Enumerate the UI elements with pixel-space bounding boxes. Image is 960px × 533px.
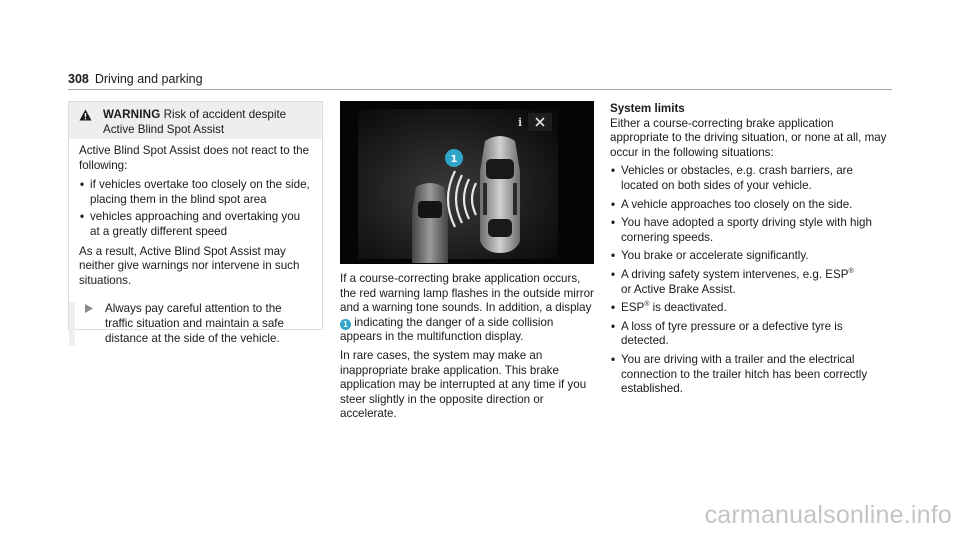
warning-action-text: Always pay careful attention to the traffic situation and maintain a safe distance at the side of the vehicle.	[105, 302, 284, 345]
warning-title-line1: Risk of accident despite	[163, 108, 287, 121]
middle-column	[340, 272, 596, 426]
callout-badge: 1	[340, 319, 351, 330]
paragraph-brake-warning	[340, 272, 596, 345]
warning-action	[69, 302, 312, 346]
list-item	[610, 268, 892, 297]
section-title: Driving and parking	[94, 72, 203, 86]
warning-body	[69, 139, 322, 346]
system-limits	[610, 102, 892, 402]
text-span: indicating the danger of a side collision appears in the multifunction display.	[340, 315, 554, 344]
warning-title	[103, 108, 312, 137]
paragraph-inappropriate-brake: In rare cases, the system may make an inappropriate brake application. This brake application may be interrupted at any time if you steer slightly in the opposite direction or accelerate.	[340, 348, 587, 421]
info-icon	[518, 116, 522, 129]
display-graphic	[340, 101, 594, 264]
text-span: If a course-correcting brake application occurs, the red warning lamp flashes in the outside mirror and a warning tone sounds. In addition, a display	[340, 272, 594, 315]
list-item: • You brake or accelerate significantly.	[610, 249, 892, 264]
page-number: 308	[68, 72, 89, 86]
list-item: • You are driving with a trailer and the electrical connection to the trailer hitch has been correctly established.	[610, 353, 892, 397]
text-span: A driving safety system intervenes, e.g. ESP	[621, 267, 849, 281]
text-span: is deactivated.	[649, 301, 727, 315]
page-header	[68, 72, 203, 87]
list-item: • A vehicle approaches too closely on the side.	[610, 198, 892, 213]
list-item: • You have adopted a sporty driving style with high cornering speeds.	[610, 216, 892, 245]
system-limits-intro: Either a course-correcting brake application appropriate to the driving situation, or none at all, may occur in the following situations:	[610, 116, 887, 159]
warning-header	[69, 102, 322, 139]
svg-text:i: i	[518, 116, 523, 129]
registered-mark: ®	[644, 301, 650, 309]
header-divider	[68, 89, 892, 90]
action-arrow-icon	[85, 304, 93, 313]
registered-mark: ®	[848, 268, 854, 276]
list-item	[610, 301, 892, 316]
list-item: • A loss of tyre pressure or a defective tyre is detected.	[610, 320, 892, 349]
warning-result: As a result, Active Blind Spot Assist may neither give warnings nor intervene in such situations.	[79, 244, 300, 287]
text-span: or Active Brake Assist.	[621, 282, 736, 296]
text-span: ESP	[621, 301, 645, 315]
blind-spot-display-illustration	[340, 101, 594, 264]
callout-number: 1	[450, 154, 458, 165]
warning-triangle-icon	[79, 109, 92, 121]
list-item: • if vehicles overtake too closely on the side, placing them in the blind spot area	[79, 178, 312, 207]
warning-bullets	[79, 178, 312, 239]
system-limits-heading: System limits	[610, 102, 685, 115]
system-limits-list	[610, 164, 892, 396]
warning-box	[68, 101, 323, 345]
list-item: • vehicles approaching and overtaking you at a greatly different speed	[79, 210, 312, 239]
watermark: carmanualsonline.info	[704, 501, 952, 529]
warning-intro: Active Blind Spot Assist does not react to the following:	[79, 144, 310, 172]
warning-label: WARNING	[103, 108, 161, 121]
warning-title-line2: Active Blind Spot Assist	[103, 122, 225, 136]
list-item: • Vehicles or obstacles, e.g. crash barriers, are located on both sides of your vehicle.	[610, 164, 892, 193]
